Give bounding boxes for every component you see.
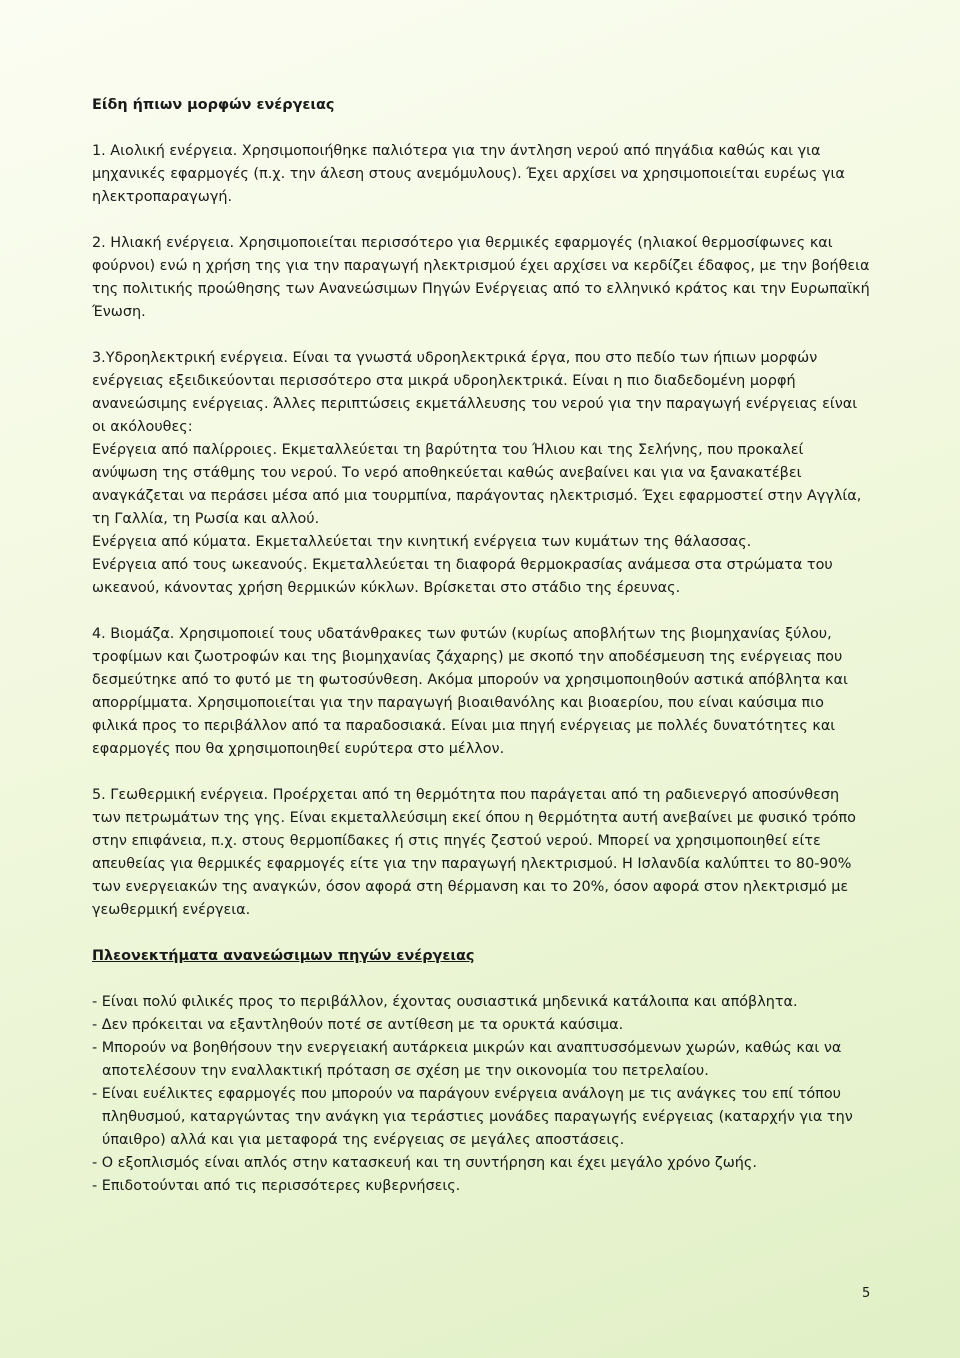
paragraph-ocean-energy: Ενέργεια από τους ωκεανούς. Εκμεταλλεύεται τη διαφορά θερμοκρασίας ανάμεσα στα στρώματα του ωκεανού, κάνοντας χρήση θερμικών κύκλων. Βρίσκεται στο στάδιο της έρευνας. — [92, 557, 833, 596]
list-item: - Είναι πολύ φιλικές προς το περιβάλλον, έχοντας ουσιαστικά μηδενικά κατάλοιπα και απόβλητα. — [92, 994, 798, 1010]
list-item: - Ο εξοπλισμός είναι απλός στην κατασκευή και τη συντήρηση και έχει μεγάλο χρόνο ζωής. — [92, 1155, 757, 1171]
paragraph-biomass: 4. Βιομάζα. Χρησιμοποιεί τους υδατάνθρακες των φυτών (κυρίως αποβλήτων της βιομηχανίας ξύλου, τροφίμων και ζωοτροφών και της βιομηχανίας ζάχαρης) με σκοπό την αποδέσμευση της ενέργειας που δεσμεύτηκε από το φυτό με τη φωτοσύνθεση. Ακόμα μπορούν να χρησιμοποιηθούν αστικά απόβλητα και απορρίμματα. Χρησιμοποιείται για την παραγωγή βιοαιθανόλης και βιοαερίου, που είναι καύσιμα πιο φιλικά προς το περιβάλλον από τα παραδοσιακά. Είναι μια πηγή ενέργειας με πολλές δυνατότητες και εφαρμογές που θα χρησιμοποιηθεί ευρύτερα στο μέλλον. — [92, 626, 848, 757]
section-title-energy-types: Είδη ήπιων μορφών ενέργειας — [92, 97, 335, 113]
page-number: 5 — [862, 1286, 871, 1301]
list-item: - Είναι ευέλικτες εφαρμογές που μπορούν να παράγουν ενέργεια ανάλογη με τις ανάγκες του επί τόπου πληθυσμού, καταργώντας την ανάγκη για τεράστιες μονάδες παραγωγής ενέργειας (καταρχήν για την ύπαιθρο) αλλά και για μεταφορά της ενέργειας σε μεγάλες αποστάσεις. — [92, 1086, 853, 1148]
paragraph-geothermal: 5. Γεωθερμική ενέργεια. Προέρχεται από τη θερμότητα που παράγεται από τη ραδιενεργό αποσύνθεση των πετρωμάτων της γης. Είναι εκμεταλλεύσιμη εκεί όπου η θερμότητα αυτή ανεβαίνει με φυσικό τρόπο στην επιφάνεια, π.χ. στους θερμοπίδακες ή στις πηγές ζεστού νερού. Μπορεί να χρησιμοποιηθεί είτε απευθείας για θερμικές εφαρμογές είτε για την παραγωγή ηλεκτρισμού. Η Ισλανδία καλύπτει το 80-90% των ενεργειακών της αναγκών, όσον αφορά στη θέρμανση και το 20%, όσον αφορά στον ηλεκτρισμό με γεωθερμική ενέργεια. — [92, 787, 856, 918]
paragraph-hydro-energy: 3.Υδροηλεκτρική ενέργεια. Είναι τα γνωστά υδροηλεκτρικά έργα, που στο πεδίο των ήπιων μορφών ενέργειας εξειδικεύονται περισσότερο στα μικρά υδροηλεκτρικά. Είναι η πιο διαδεδομένη μορφή ανανεώσιμης ενέργειας. Άλλες περιπτώσεις εκμετάλλευσης του νερού για την παραγωγή ενέργειας είναι οι ακόλουθες: — [92, 350, 858, 435]
paragraph-wind-energy: 1. Αιολική ενέργεια. Χρησιμοποιήθηκε παλιότερα για την άντληση νερού από πηγάδια καθώς και για μηχανικές εφαρμογές (π.χ. την άλεση στους ανεμόμυλους). Έχει αρχίσει να χρησιμοποιείται ευρέως για ηλεκτροπαραγωγή. — [92, 143, 845, 205]
advantages-list — [92, 991, 872, 1198]
list-item: - Μπορούν να βοηθήσουν την ενεργειακή αυτάρκεια μικρών και αναπτυσσόμενων χωρών, καθώς και να αποτελέσουν την εναλλακτική πρόταση σε σχέση με την οικονομία του πετρελαίου. — [92, 1040, 842, 1079]
paragraph-tidal-energy: Ενέργεια από παλίρροιες. Εκμεταλλεύεται τη βαρύτητα του Ήλιου και της Σελήνης, που προκαλεί ανύψωση της στάθμης του νερού. Το νερό αποθηκεύεται καθώς ανεβαίνει και για να ξανακατέβει αναγκάζεται να περάσει μέσα από μια τουρμπίνα, παράγοντας ηλεκτρισμό. Έχει εφαρμοστεί στην Αγγλία, τη Γαλλία, τη Ρωσία και αλλού. — [92, 442, 862, 527]
section-title-advantages: Πλεονεκτήματα ανανεώσιμων πηγών ενέργειας — [92, 948, 475, 964]
page-content — [92, 94, 872, 1198]
list-item: - Δεν πρόκειται να εξαντληθούν ποτέ σε αντίθεση με τα ορυκτά καύσιμα. — [92, 1017, 624, 1033]
list-item: - Επιδοτούνται από τις περισσότερες κυβερνήσεις. — [92, 1178, 461, 1194]
paragraph-wave-energy: Ενέργεια από κύματα. Εκμεταλλεύεται την κινητική ενέργεια των κυμάτων της θάλασσας. — [92, 534, 752, 550]
paragraph-solar-energy: 2. Ηλιακή ενέργεια. Χρησιμοποιείται περισσότερο για θερμικές εφαρμογές (ηλιακοί θερμοσίφωνες και φούρνοι) ενώ η χρήση της για την παραγωγή ηλεκτρισμού έχει αρχίσει να κερδίζει έδαφος, με την βοήθεια της πολιτικής προώθησης των Ανανεώσιμων Πηγών Ενέργειας από το ελληνικό κράτος και την Ευρωπαϊκή Ένωση. — [92, 235, 870, 320]
